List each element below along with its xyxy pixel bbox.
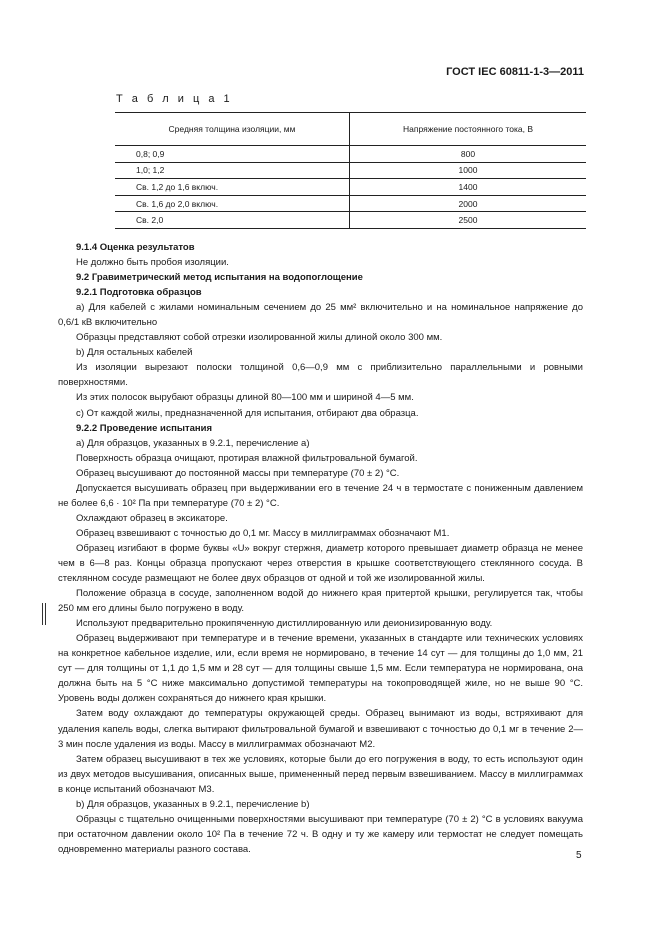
- cell-thickness: Св. 1,2 до 1,6 включ.: [115, 179, 350, 196]
- paragraph: Образцы представляют собой отрезки изолированной жилы длиной около 300 мм.: [76, 332, 443, 344]
- section-heading: 9.2.2 Проведение испытания: [76, 422, 213, 434]
- document-id: ГОСТ IEC 60811-1-3—2011: [446, 66, 584, 78]
- cell-voltage: 1400: [350, 179, 587, 196]
- paragraph: с) От каждой жилы, предназначенной для испытания, отбирают два образца.: [76, 407, 419, 419]
- cell-voltage: 2000: [350, 195, 587, 212]
- paragraph: Образец выдерживают при температуре и в течение времени, указанных в стандарте или технических условиях на конкретное кабельное изделие, или, если время не нормировано, в течение 14 сут — для толщины до 1,0 мм, 21 сут — для толщины от 1,1 до 1,5 мм и 28 сут — для толщины свыше 1,5 мм. Если температура не нормирована, она должна быть на 5 °С ниже максимально допустимой температуры на токопроводящей жиле, но не выше 90 °С. Уровень воды должен сохраняться до нижнего края крышки.: [58, 633, 583, 705]
- cell-voltage: 800: [350, 146, 587, 163]
- section-heading: 9.2 Гравиметрический метод испытания на водопоглощение: [76, 272, 363, 284]
- table-row: [115, 195, 586, 212]
- document-body: [58, 240, 583, 857]
- paragraph: Из изоляции вырезают полоски толщиной 0,6—0,9 мм с приблизительно параллельными и ровными поверхностями.: [58, 362, 583, 389]
- paragraph: b) Для остальных кабелей: [76, 347, 193, 359]
- section-heading: 9.1.4 Оценка результатов: [76, 242, 195, 253]
- change-bar: [42, 603, 43, 625]
- section-heading: 9.2.1 Подготовка образцов: [76, 287, 202, 299]
- paragraph: Положение образца в сосуде, заполненном водой до нижнего края притертой крышки, регулируется так, чтобы 250 мм его длины было погружено в воду.: [58, 588, 583, 615]
- paragraph: Поверхность образца очищают, протирая влажной фильтровальной бумагой.: [76, 452, 418, 464]
- column-header-thickness: Средняя толщина изоляции, мм: [115, 113, 350, 146]
- column-header-voltage: Напряжение постоянного тока, В: [350, 113, 587, 146]
- voltage-table: [115, 112, 586, 229]
- paragraph: Образец высушивают до постоянной массы при температуре (70 ± 2) °С.: [76, 467, 400, 479]
- paragraph: Охлаждают образец в эксикаторе.: [76, 512, 228, 524]
- paragraph: Затем воду охлаждают до температуры окружающей среды. Образец вынимают из воды, встряхивают для удаления капель воды, слегка вытирают фильтровальной бумагой и взвешивают с точностью до 0,1 мг в течение 2—3 мин после удаления из воды. Массу в миллиграммах обозначают М2.: [58, 708, 583, 750]
- table-row: [115, 162, 586, 179]
- cell-thickness: Св. 1,6 до 2,0 включ.: [115, 195, 350, 212]
- paragraph: а) Для кабелей с жилами номинальным сечением до 25 мм² включительно и на номинальное напряжение до 0,6/1 кВ включительно: [58, 302, 583, 329]
- cell-voltage: 2500: [350, 212, 587, 229]
- cell-voltage: 1000: [350, 162, 587, 179]
- cell-thickness: 1,0; 1,2: [115, 162, 350, 179]
- paragraph: Образец взвешивают с точностью до 0,1 мг. Массу в миллиграммах обозначают М1.: [76, 527, 450, 539]
- table-row: [115, 146, 586, 163]
- paragraph: Не должно быть пробоя изоляции.: [76, 257, 229, 269]
- paragraph: Образцы с тщательно очищенными поверхностями высушивают при температуре (70 ± 2) °С в условиях вакуума при остаточном давлении около 10² Па в течение 72 ч. В одну и ту же камеру или термостат не следует помещать одновременно материалы разного состава.: [58, 813, 583, 855]
- cell-thickness: 0,8; 0,9: [115, 146, 350, 163]
- paragraph: а) Для образцов, указанных в 9.2.1, перечисление а): [76, 437, 310, 449]
- table-caption: Т а б л и ц а 1: [116, 93, 233, 105]
- paragraph: Образец изгибают в форме буквы «U» вокруг стержня, диаметр которого превышает диаметр образца не менее чем в 6—8 раз. Концы образца пропускают через отверстия в крышке соответствующего стеклянного сосуда. В стеклянном сосуде размещают не более двух образцов от одной и той же изолированной жилы.: [58, 542, 583, 585]
- cell-thickness: Св. 2,0: [115, 212, 350, 229]
- paragraph: b) Для образцов, указанных в 9.2.1, перечисление b): [76, 798, 310, 810]
- paragraph: Допускается высушивать образец при выдерживании его в течение 24 ч в термостате с пониженным давлением не более 6,6 · 10² Па при температуре (70 ± 2) °С.: [58, 482, 583, 509]
- page-number: 5: [576, 850, 582, 861]
- table-row: [115, 212, 586, 229]
- paragraph: Из этих полосок вырубают образцы длиной 80—100 мм и шириной 4—5 мм.: [76, 392, 414, 404]
- paragraph: Затем образец высушивают в тех же условиях, которые были до его погружения в воду, то есть используют один из двух методов высушивания, описанных выше, примененный перед первым взвешиванием. Массу в миллиграммах в конце испытаний обозначают М3.: [58, 753, 583, 795]
- table-row: [115, 179, 586, 196]
- change-bar: [45, 603, 46, 625]
- paragraph: Используют предварительно прокипяченную дистиллированную или деионизированную воду.: [76, 618, 493, 630]
